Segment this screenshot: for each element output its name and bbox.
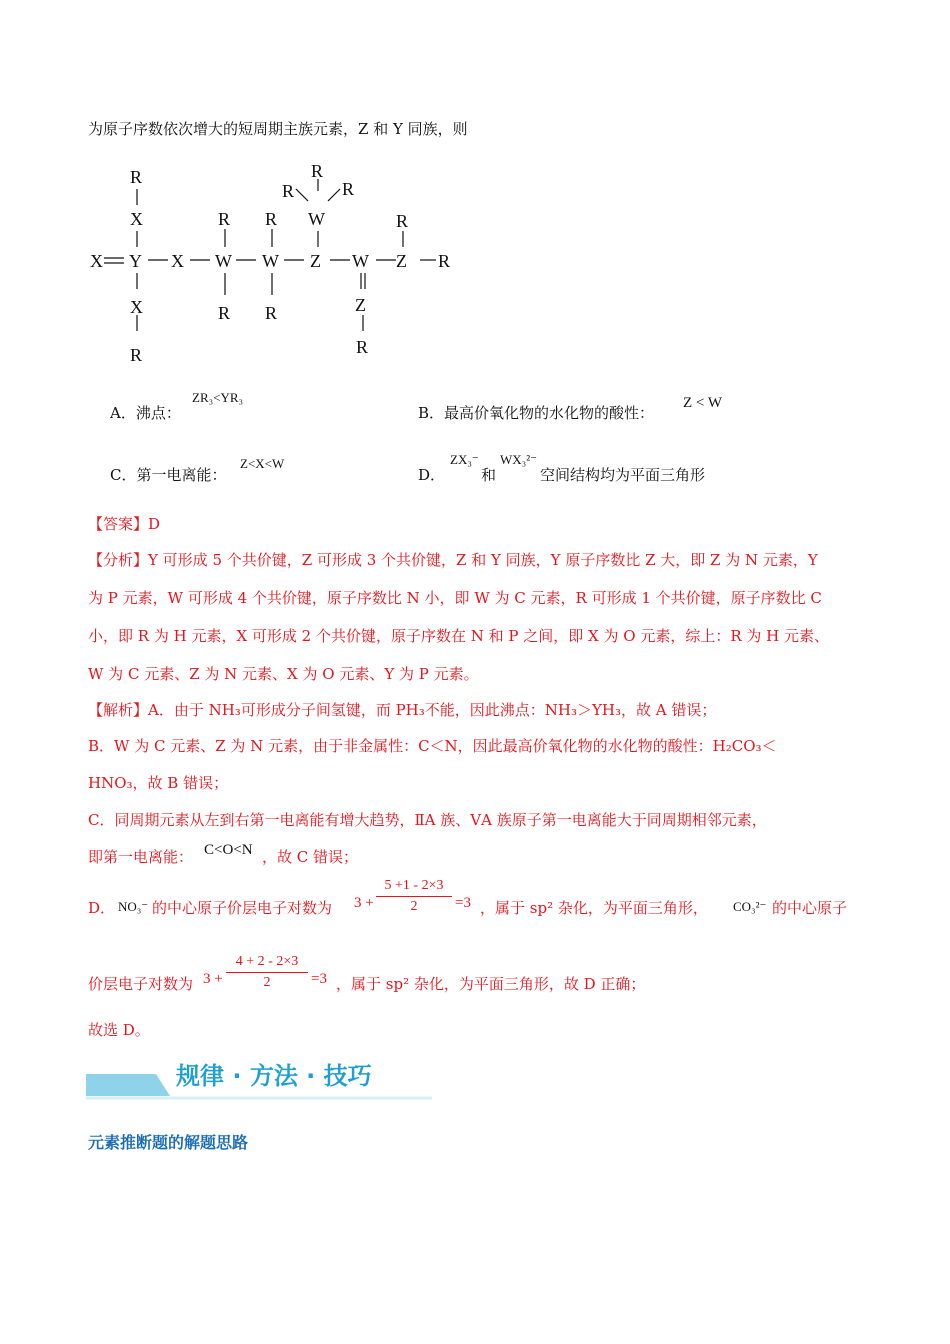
- atom-y: Y: [129, 251, 142, 271]
- atom-z: Z: [396, 251, 407, 271]
- frac-1-tail: =3: [455, 895, 471, 911]
- explain-d1-mid: 的中心原子价层电子对数为: [152, 899, 333, 917]
- explain-c1: C．同周期元素从左到右第一电离能有增大趋势，ⅡA 族、ⅤA 族原子第一电离能大于同周期相邻元素，: [88, 811, 767, 829]
- atom-w: W: [352, 251, 369, 271]
- atom-z: Z: [310, 251, 321, 271]
- fraction-1-denominator: 2: [410, 899, 418, 914]
- option-b-label: B．最高价氧化物的水化物的酸性：: [418, 404, 655, 422]
- explain-d1-post: ，属于 sp² 杂化，为平面三角形，: [480, 899, 708, 917]
- explain-c2-post: ，故 C 错误；: [262, 848, 359, 866]
- option-a-math: ZR₃<YR₃: [192, 390, 244, 405]
- option-c-math: Z<X<W: [240, 456, 285, 471]
- explain-b2: HNO₃，故 B 错误；: [88, 774, 229, 792]
- analysis-line: 小，即 R 为 H 元素，X 可形成 2 个共价键，原子序数在 N 和 P 之间，即 X 为 O 元素，综上：R 为 H 元素、: [88, 627, 829, 645]
- atom-r: R: [282, 181, 295, 201]
- explain-d1-end: 的中心原子: [772, 899, 848, 917]
- explain-c2-pre: 即第一电离能：: [88, 848, 194, 866]
- sub-heading: 元素推断题的解题思路: [88, 1133, 249, 1152]
- frac-2-tail: =3: [311, 971, 327, 987]
- frac-2-lead: 3 +: [203, 971, 223, 987]
- option-d-and: 和: [481, 466, 497, 484]
- atom-x-left: X: [90, 251, 103, 271]
- atom-r: R: [438, 251, 451, 271]
- option-b-math: Z < W: [683, 395, 723, 411]
- atom-z: Z: [355, 295, 366, 315]
- atom-x: X: [171, 251, 184, 271]
- conclusion: 故选 D。: [88, 1021, 150, 1039]
- atom-r: R: [218, 303, 231, 323]
- fraction-1-numerator: 5 +1 - 2×3: [384, 878, 444, 893]
- atom-r: R: [396, 211, 409, 231]
- option-b[interactable]: [418, 402, 654, 423]
- answer: 【答案】D: [88, 515, 161, 533]
- option-d-text: 空间结构均为平面三角形: [540, 466, 706, 484]
- option-a[interactable]: [110, 402, 181, 423]
- atom-x: X: [130, 209, 143, 229]
- fraction-1: [376, 878, 452, 915]
- option-c-label: C．第一电离能：: [110, 466, 227, 484]
- atom-r: R: [265, 303, 278, 323]
- explain-c2-math: C<O<N: [204, 842, 253, 858]
- atom-w: W: [215, 251, 232, 271]
- explain-d2-pre: 价层电子对数为: [88, 975, 194, 993]
- analysis-line: 为 P 元素，W 可形成 4 个共价键，原子序数比 N 小，即 W 为 C 元素，R 可形成 1 个共价键，原子序数比 C: [88, 589, 822, 607]
- atom-w: W: [308, 209, 325, 229]
- explain-a: 【解析】A．由于 NH₃可形成分子间氢键，而 PH₃不能，因此沸点：NH₃＞YH₃，故 A 错误；: [88, 701, 717, 719]
- frac-1-lead: 3 +: [354, 895, 374, 911]
- banner-title: 规律 · 方法 · 技巧: [176, 1062, 372, 1090]
- atom-x: X: [130, 297, 143, 317]
- explain-d2-post: ，属于 sp² 杂化，为平面三角形，故 D 正确；: [336, 975, 646, 993]
- question-stem: 为原子序数依次增大的短周期主族元素，Z 和 Y 同族，则: [88, 120, 468, 138]
- atom-r: R: [311, 161, 324, 181]
- atom-r: R: [356, 337, 369, 357]
- fraction-2-denominator: 2: [263, 975, 271, 990]
- analysis-line: 【分析】Y 可形成 5 个共价键，Z 可形成 3 个共价键，Z 和 Y 同族，Y 原子序数比 Z 大，即 Z 为 N 元素，Y: [88, 551, 818, 569]
- atom-r: R: [342, 179, 355, 199]
- option-d-ion2: WX₃²⁻: [500, 452, 537, 467]
- option-d-ion1: ZX₃⁻: [450, 452, 479, 467]
- atom-r: R: [130, 345, 143, 365]
- option-d-label: D．: [418, 466, 446, 484]
- explain-d1-ion: NO₃⁻: [118, 899, 149, 914]
- atom-r: R: [130, 167, 143, 187]
- explain-d1-ion2: CO₃²⁻: [733, 899, 767, 914]
- option-d[interactable]: [418, 464, 445, 485]
- explain-b1: B．W 为 C 元素、Z 为 N 元素，由于非金属性：C＜N，因此最高价氧化物的水化物的酸性：H₂CO₃＜: [88, 737, 777, 755]
- fraction-2: [226, 954, 308, 991]
- analysis-line: W 为 C 元素、Z 为 N 元素、X 为 O 元素、Y 为 P 元素。: [88, 665, 479, 683]
- fraction-2-numerator: 4 + 2 - 2×3: [235, 954, 299, 969]
- explain-d1-pre: D．: [88, 899, 116, 917]
- atom-w: W: [262, 251, 279, 271]
- option-c[interactable]: [110, 464, 226, 485]
- atom-r: R: [218, 209, 231, 229]
- structural-formula: [80, 155, 480, 375]
- option-a-label: A．沸点：: [110, 404, 181, 422]
- atom-r: R: [265, 209, 278, 229]
